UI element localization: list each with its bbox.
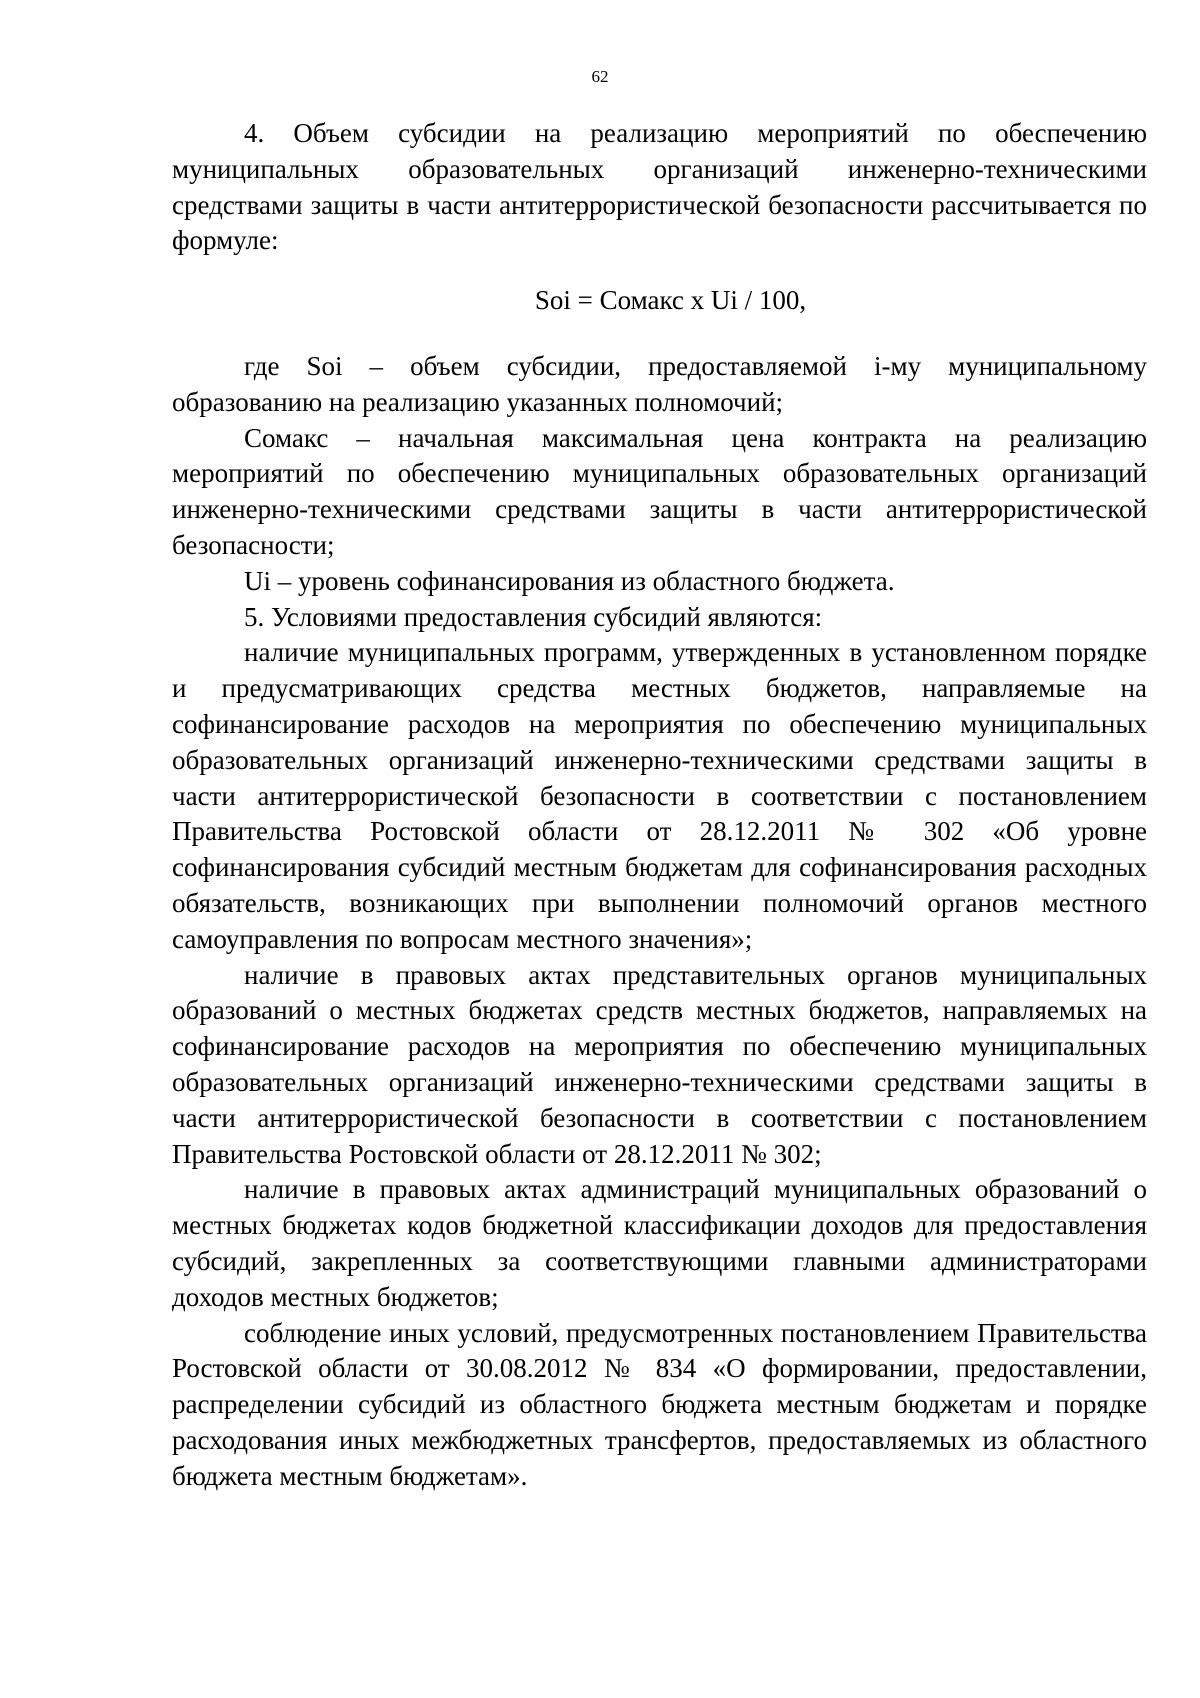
page-number: 62 xyxy=(591,67,609,86)
definition-ui: Ui – уровень софинансирования из областного бюджета. xyxy=(244,565,895,596)
definition-somaks: Сомакс – начальная максимальная цена контракта на реализацию мероприятий по обеспечению муниципальных образовательных организаций инженерно-техническими средствами защиты в части антитеррористической безопасности; xyxy=(172,422,1147,560)
paragraph-conditions-heading: 5. Условиями предоставления субсидий являются: xyxy=(244,601,823,632)
definition-soi: где Soi – объем субсидии, предоставляемой i-му муниципальному образованию на реализацию указанных полномочий; xyxy=(172,350,1147,417)
formula: Soi = Сомакс x Ui / 100, xyxy=(534,285,807,316)
document-body xyxy=(172,116,1147,1494)
condition-legal-acts-representative: наличие в правовых актах представительных органов муниципальных образований о местных бюджетах средств местных бюджетов, направляемых на софинансирование расходов на мероприятия по обеспечению муниципальных образовательных организаций инженерно-техническими средствами защиты в части антитеррористической безопасности в соответствии с постановлением Правительства Ростовской области от 28.12.2011 № 302; xyxy=(172,959,1147,1169)
condition-other: соблюдение иных условий, предусмотренных постановлением Правительства Ростовской области от 30.08.2012 № 834 «О формировании, предоставлении, распределении субсидий из областного бюджета местным бюджетам и порядке расходования иных межбюджетных трансфертов, предоставляемых из областного бюджета местным бюджетам». xyxy=(172,1317,1147,1491)
condition-legal-acts-administrations: наличие в правовых актах администраций муниципальных образований о местных бюджетах кодов бюджетной классификации доходов для предоставления субсидий, закрепленных за соответствующими главными администраторами доходов местных бюджетов; xyxy=(172,1174,1147,1312)
paragraph-subsidy-volume: 4. Объем субсидии на реализацию мероприятий по обеспечению муниципальных образовательных организаций инженерно-техническими средствами защиты в части антитеррористической безопасности рассчитывается по формуле: xyxy=(172,118,1147,256)
condition-municipal-programs: наличие муниципальных программ, утвержденных в установленном порядке и предусматривающих средства местных бюджетов, направляемые на софинансирование расходов на мероприятия по обеспечению муниципальных образовательных организаций инженерно-техническими средствами защиты в части антитеррористической безопасности в соответствии с постановлением Правительства Ростовской области от 28.12.2011 № 302 «Об уровне софинансирования субсидий местным бюджетам для софинансирования расходных обязательств, возникающих при выполнении полномочий органов местного самоуправления по вопросам местного значения»; xyxy=(172,637,1147,954)
